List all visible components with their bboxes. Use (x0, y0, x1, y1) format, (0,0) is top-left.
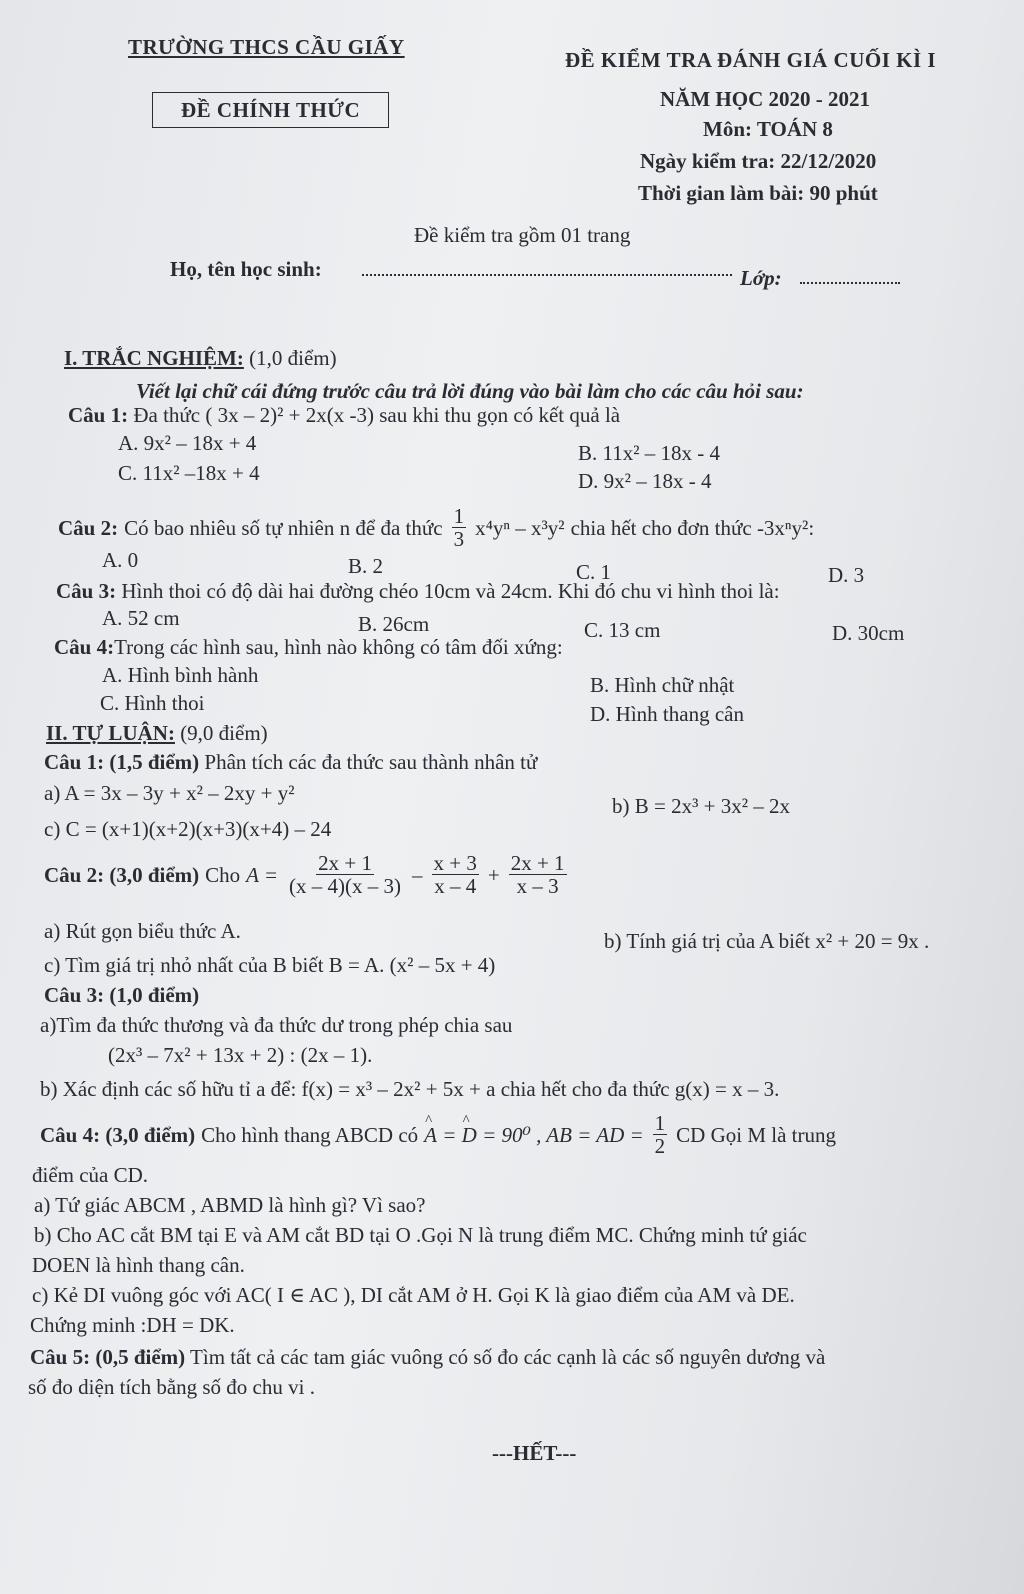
p2-q2-label: Câu 2: (3,0 điểm) (44, 862, 200, 887)
q3-option-c: C. 13 cm (584, 618, 661, 642)
p2-q4-text-after: CD Gọi M là trung (676, 1122, 836, 1147)
part1-title: I. TRẮC NGHIỆM: (64, 346, 244, 370)
q4-text: Trong các hình sau, hình nào không có tâm đối xứng: (114, 635, 563, 659)
student-name-field[interactable] (362, 262, 732, 281)
p2-q1-a: a) A = 3x – 3y + x² – 2xy + y² (44, 781, 295, 805)
q2-text-after: chia hết cho đơn thức -3xⁿy²: (570, 515, 815, 540)
p2-q2-c: c) Tìm giá trị nhỏ nhất của B biết B = A. (x² – 5x + 4) (44, 953, 496, 977)
part1-instruction: Viết lại chữ cái đứng trước câu trả lời đúng vào bài làm cho các câu hỏi sau: (136, 379, 804, 403)
p2-q5-line2: số đo diện tích bằng số đo chu vi . (28, 1375, 315, 1399)
q1-option-c: C. 11x² –18x + 4 (118, 461, 260, 485)
p2-q4-a: a) Tứ giác ABCM , ABMD là hình gì? Vì sao? (34, 1193, 426, 1217)
q2-option-b: B. 2 (348, 554, 384, 578)
q1-label: Câu 1: (68, 403, 129, 427)
q3-text: Hình thoi có độ dài hai đường chéo 10cm và 24cm. Khi đó chu vi hình thoi là: (121, 579, 780, 603)
p2-q2-b: b) Tính giá trị của A biết x² + 20 = 9x . (604, 929, 930, 953)
p2-q4-text-before: Cho hình thang ABCD có (201, 1122, 419, 1147)
p2-q4-fraction (653, 1112, 668, 1157)
class-field[interactable] (800, 270, 900, 289)
p2-q1-c: c) C = (x+1)(x+2)(x+3)(x+4) – 24 (44, 817, 332, 841)
angle-d: ^ D (462, 1122, 477, 1148)
q2-frac-num: 1 (453, 504, 465, 528)
p2-q4-c1: c) Kẻ DI vuông góc với AC( I ∈ AC ), DI cắt AM ở H. Gọi K là giao điểm của AM và DE. (32, 1283, 795, 1307)
p2-q4-label: Câu 4: (3,0 điểm) (40, 1122, 196, 1147)
student-name-label: Họ, tên học sinh: (170, 257, 322, 281)
q3-option-a: A. 52 cm (102, 606, 180, 630)
q3-label: Câu 3: (56, 579, 117, 603)
p2-q2-stem (44, 852, 570, 897)
q3-stem (56, 578, 780, 604)
p2-q2-a: a) Rút gọn biểu thức A. (44, 919, 241, 943)
q1-option-d: D. 9x² – 18x - 4 (578, 469, 712, 493)
p2-q4-frac-num: 1 (654, 1111, 666, 1135)
p2-q2-cho: Cho (205, 862, 241, 887)
q4-stem (54, 634, 563, 660)
part2-title: II. TỰ LUẬN: (46, 721, 175, 745)
q1-text-before: Đa thức (133, 403, 201, 427)
q4-option-d: D. Hình thang cân (590, 702, 744, 726)
angle-eq: = (437, 1122, 462, 1147)
p2-q2-op2: + (487, 862, 500, 887)
p2-q3-a-expr: (2x³ – 7x² + 13x + 2) : (2x – 1). (108, 1043, 373, 1067)
q4-label: Câu 4: (54, 635, 115, 659)
exam-title: ĐỀ KIỂM TRA ĐÁNH GIÁ CUỐI KÌ I (565, 48, 937, 72)
p2-q2-frac3-num: 2x + 1 (510, 851, 565, 875)
p2-q2-frac1-den: (x – 4)(x – 3) (289, 874, 402, 898)
q4-option-c: C. Hình thoi (100, 691, 205, 715)
part1-heading (64, 345, 337, 371)
q3-option-b: B. 26cm (358, 612, 430, 636)
angle-value: = 90⁰ , AB = AD = (476, 1122, 644, 1147)
q2-label: Câu 2: (58, 515, 119, 540)
p2-q2-frac1 (287, 852, 403, 897)
q2-stem (58, 505, 814, 550)
p2-q1-stem (44, 749, 537, 775)
exam-date: Ngày kiểm tra: 22/12/2020 (640, 149, 877, 173)
q2-option-c: C. 1 (576, 560, 612, 584)
q4-option-b: B. Hình chữ nhật (590, 673, 735, 697)
q2-fraction (452, 505, 467, 550)
q2-option-a: A. 0 (102, 548, 139, 572)
p2-q4-c2: Chứng minh :DH = DK. (30, 1313, 235, 1337)
p2-q2-op1: – (412, 862, 423, 887)
subject: Môn: TOÁN 8 (703, 117, 833, 141)
part1-points: (1,0 điểm) (249, 346, 337, 370)
p2-q3-label: Câu 3: (1,0 điểm) (44, 983, 200, 1007)
q1-option-a: A. 9x² – 18x + 4 (118, 431, 257, 455)
p2-q4-b1: b) Cho AC cắt BM tại E và AM cắt BD tại O .Gọi N là trung điểm MC. Chứng minh tứ giác (34, 1223, 807, 1247)
official-badge: ĐỀ CHÍNH THỨC (152, 92, 389, 128)
q1-expression: ( 3x – 2)² + 2x(x -3) (205, 403, 374, 427)
q1-stem (68, 402, 620, 428)
p2-q3-b: b) Xác định các số hữu tỉ a để: f(x) = x³ – 2x² + 5x + a chia hết cho đa thức g(x) = x – 3. (40, 1077, 780, 1101)
q1-text-after: sau khi thu gọn có kết quả là (379, 403, 621, 427)
p2-q2-frac2-den: x – 4 (434, 874, 477, 898)
part2-heading (46, 720, 268, 746)
p2-q4-angles (424, 1122, 644, 1148)
pages-note: Đề kiểm tra gồm 01 trang (414, 223, 631, 247)
angle-a: ^ A (424, 1122, 437, 1148)
p2-q3-a: a)Tìm đa thức thương và đa thức dư trong phép chia sau (40, 1013, 513, 1037)
p2-q2-frac3-den: x – 3 (516, 874, 559, 898)
class-label: Lớp: (740, 266, 782, 290)
exam-duration: Thời gian làm bài: 90 phút (638, 181, 878, 205)
p2-q2-frac2 (432, 852, 479, 897)
p2-q5-text1: Tìm tất cả các tam giác vuông có số đo các cạnh là các số nguyên dương và (190, 1345, 826, 1369)
p2-q2-frac3 (509, 852, 567, 897)
p2-q4-line2: điểm của CD. (32, 1163, 149, 1187)
q2-expression: x⁴yⁿ – x³y² (475, 515, 565, 540)
q2-text-before: Có bao nhiêu số tự nhiên n để đa thức (124, 515, 443, 540)
p2-q4-b2: DOEN là hình thang cân. (32, 1253, 245, 1277)
p2-q1-label: Câu 1: (1,5 điểm) (44, 750, 200, 774)
p2-q5-label: Câu 5: (0,5 điểm) (30, 1345, 186, 1369)
q1-option-b: B. 11x² – 18x - 4 (578, 441, 721, 465)
p2-q2-lhs: A = (246, 862, 279, 887)
part2-points: (9,0 điểm) (180, 721, 268, 745)
p2-q1-b: b) B = 2x³ + 3x² – 2x (612, 794, 791, 818)
school-name: TRƯỜNG THCS CẦU GIẤY (128, 35, 405, 59)
end-marker: ---HẾT--- (492, 1441, 577, 1465)
q4-option-a: A. Hình bình hành (102, 663, 259, 687)
q2-option-d: D. 3 (828, 563, 865, 587)
p2-q2-frac2-num: x + 3 (433, 851, 477, 875)
p2-q4-stem (40, 1112, 836, 1157)
q2-frac-den: 3 (453, 527, 465, 551)
p2-q4-frac-den: 2 (654, 1134, 666, 1158)
p2-q1-text: Phân tích các đa thức sau thành nhân tử (204, 750, 538, 774)
p2-q5-line1 (30, 1344, 825, 1370)
q3-option-d: D. 30cm (832, 621, 905, 645)
school-year: NĂM HỌC 2020 - 2021 (660, 87, 870, 111)
p2-q2-frac1-num: 2x + 1 (318, 851, 372, 875)
